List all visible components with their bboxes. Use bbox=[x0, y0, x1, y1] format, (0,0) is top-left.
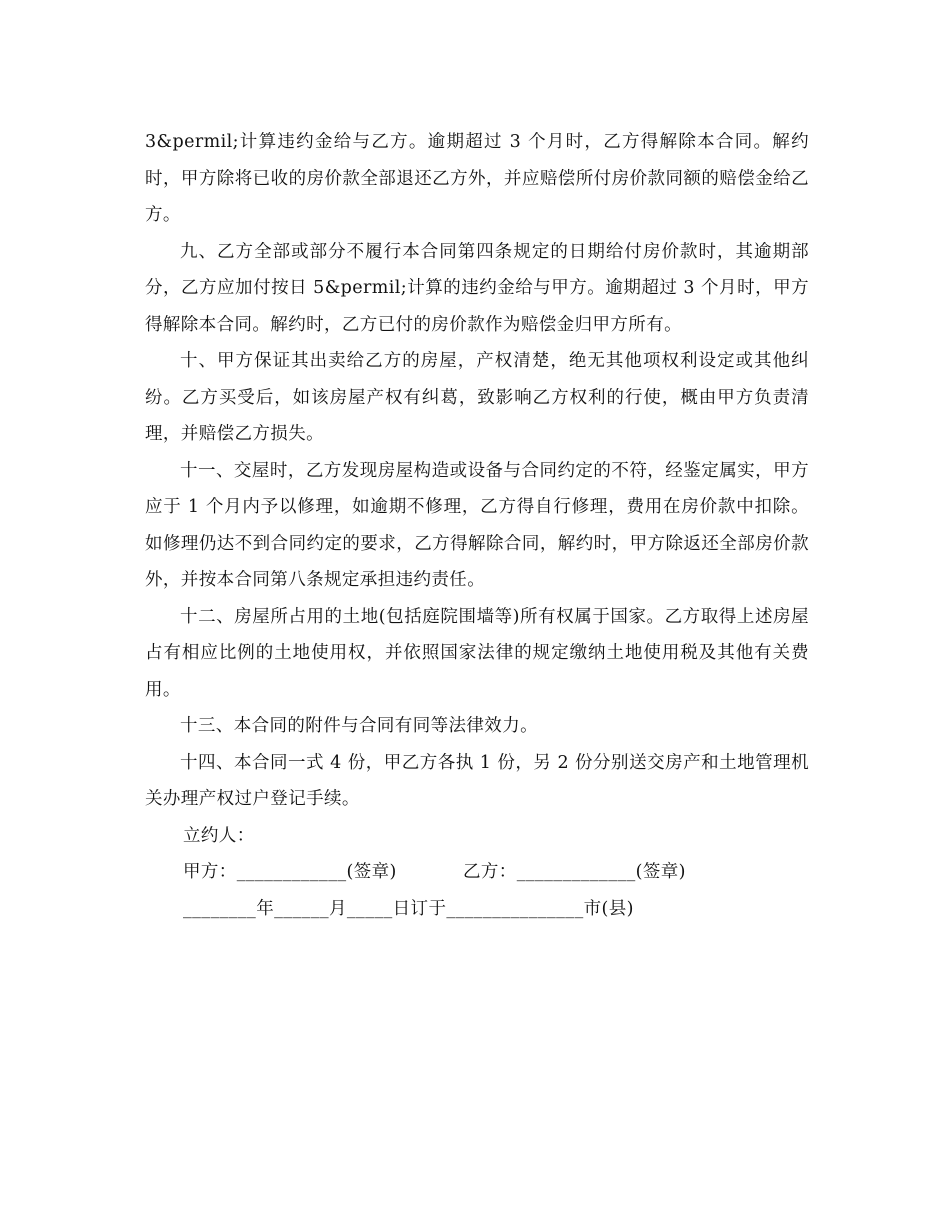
clause-14: 十四、本合同一式 4 份，甲乙方各执 1 份，另 2 份分别送交房产和土地管理机关办理产权过户登记手续。 bbox=[145, 752, 809, 809]
party-signature-line bbox=[145, 854, 809, 891]
signatory-label: 立约人： bbox=[183, 825, 255, 846]
clause-13: 十三、本合同的附件与合同有同等法律效力。 bbox=[180, 716, 538, 736]
party-b-signature: 乙方：_____________(签章) bbox=[463, 862, 686, 882]
clause-8-continuation: 3&permil;计算违约金给与乙方。逾期超过 3 个月时，乙方得解除本合同。解约时，甲方除将已收的房价款全部退还乙方外，并应赔偿所付房价款同额的赔偿金给乙方。 bbox=[145, 132, 809, 225]
signature-block bbox=[145, 818, 809, 928]
contract-body bbox=[145, 124, 809, 927]
clause-11: 十一、交屋时，乙方发现房屋构造或设备与合同约定的不符，经鉴定属实，甲方应于 1 个月内予以修理，如逾期不修理，乙方得自行修理，费用在房价款中扣除。如修理仍达不到合同约定的要求，乙方得解除合同，解约时，甲方除返还全部房价款外，并按本合同第八条规定承担违约责任。 bbox=[145, 460, 809, 590]
party-a-signature: 甲方：____________(签章) bbox=[183, 862, 397, 882]
clause-9: 九、乙方全部或部分不履行本合同第四条规定的日期给付房价款时，其逾期部分，乙方应加付按日 5&permil;计算的违约金给与甲方。逾期超过 3 个月时，甲方得解除本合同。解约时，乙方已付的房价款作为赔偿金归甲方所有。 bbox=[145, 241, 809, 335]
clause-12: 十二、房屋所占用的土地(包括庭院围墙等)所有权属于国家。乙方取得上述房屋占有相应比例的土地使用权，并依照国家法律的规定缴纳土地使用税及其他有关费用。 bbox=[145, 606, 809, 700]
clause-10: 十、甲方保证其出卖给乙方的房屋，产权清楚，绝无其他项权利设定或其他纠纷。乙方买受后，如该房屋产权有纠葛，致影响乙方权利的行使，概由甲方负责清理，并赔偿乙方损失。 bbox=[145, 351, 809, 444]
date-place-line: ________年______月_____日订于_______________市(县) bbox=[183, 898, 634, 919]
